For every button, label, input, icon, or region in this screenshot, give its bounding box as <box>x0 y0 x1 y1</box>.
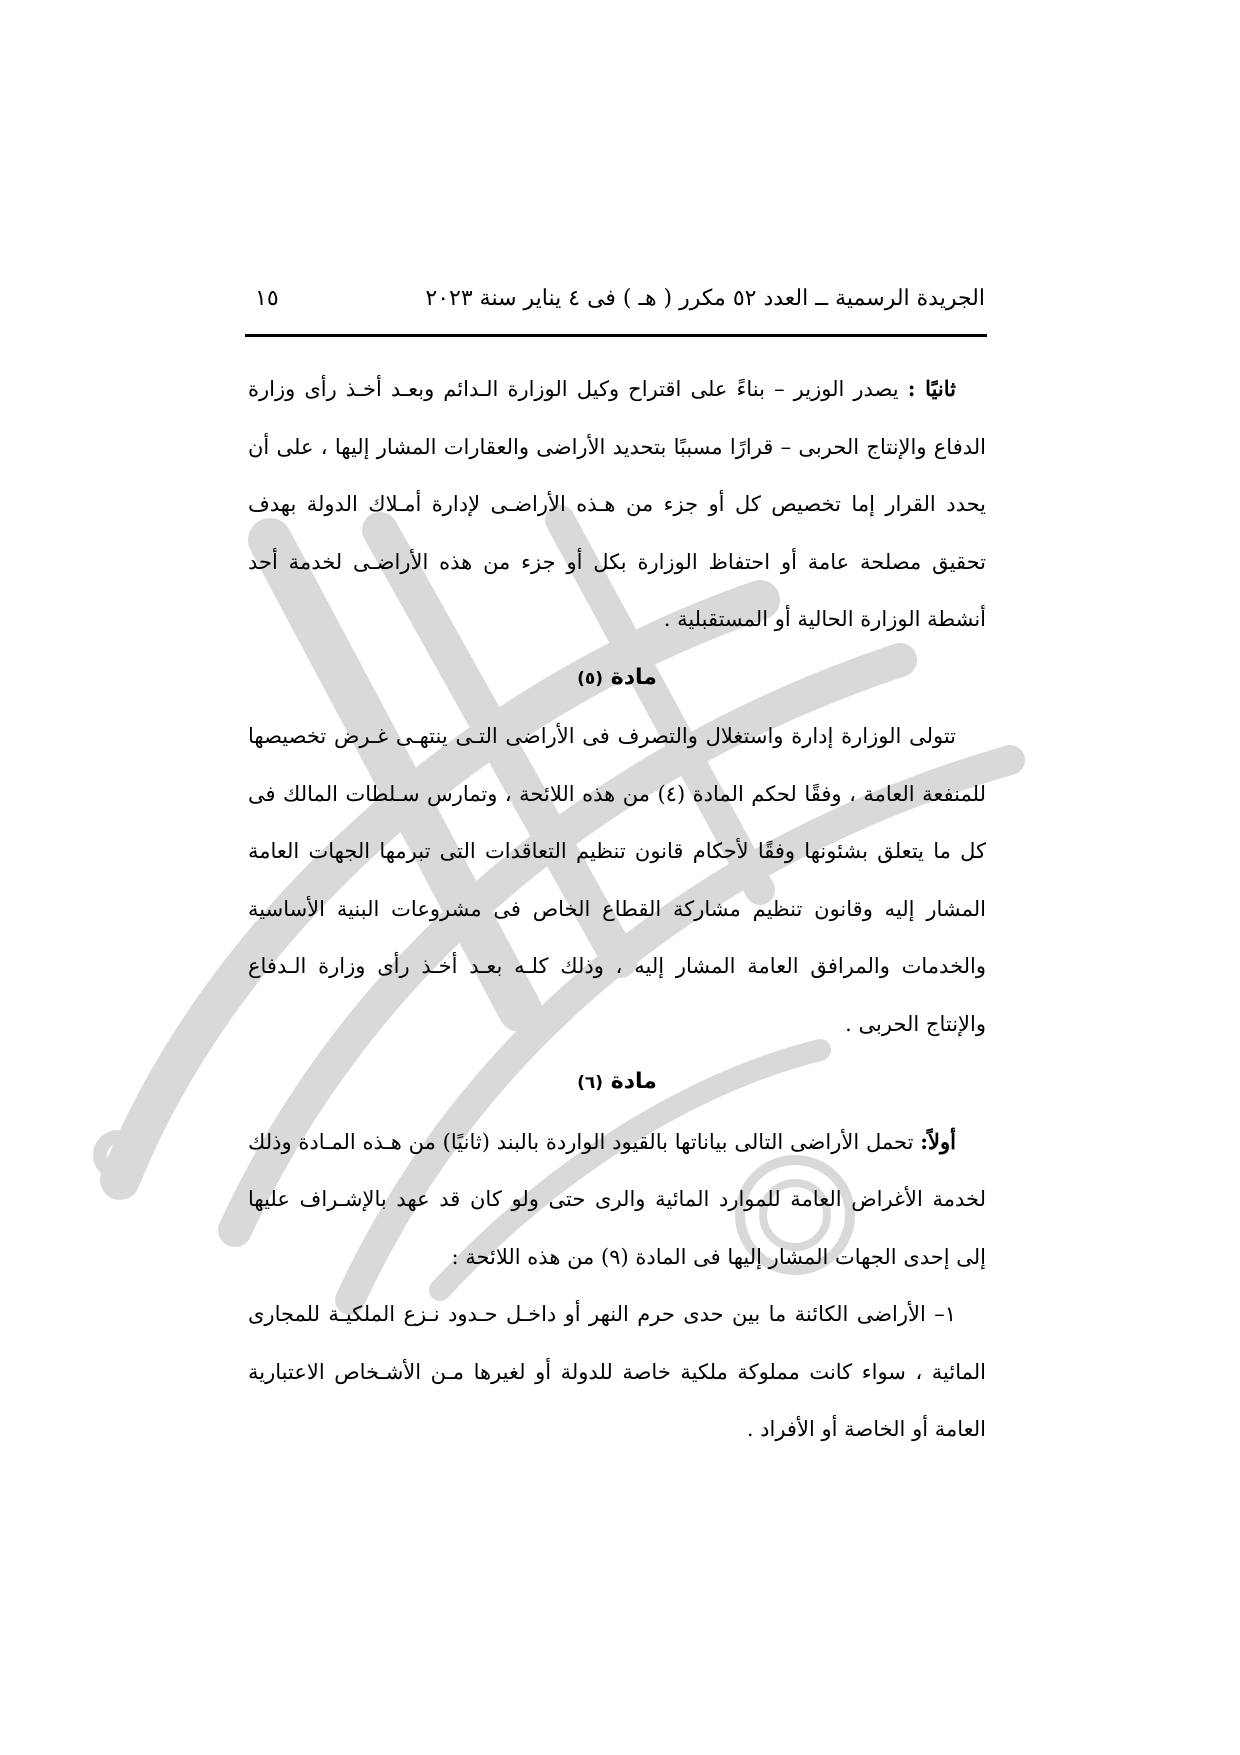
gazette-title: الجريدة الرسمية ــ العدد ٥٢ مكرر ( هـ ) فى ٤ يناير سنة ٢٠٢٣ <box>425 286 985 311</box>
paragraph-text: يصدر الوزير – بناءً على اقتراح وكيل الوزارة الـدائم وبعـد أخـذ رأى وزارة الدفاع والإنتاج الحربى – قرارًا مسببًا بتحديد الأراضى والعقارات المشار إليها ، على أن يحدد القرار إما تخصيص كل أو جزء من هـذه الأراضـى لإدارة أمـلاك الدولة بهدف تحقيق مصلحة عامة أو احتفاظ الوزارة بكل أو جزء من هذه الأراضـى لخدمة أحد أنشطة الوزارة الحالية أو المستقبلية . <box>248 377 986 631</box>
article-heading-5 <box>248 649 986 709</box>
article-number: (٦) <box>577 1073 604 1093</box>
paragraph-text: ١– الأراضى الكائنة ما بين حدى حرم النهر أو داخـل حـدود نـزع الملكيـة للمجارى المائية ، سواء كانت مملوكة ملكية خاصة للدولة أو لغيرها مـن الأشـخاص الاعتبارية العامة أو الخاصة أو الأفراد . <box>248 1302 986 1441</box>
paragraph-article-5 <box>248 708 986 1053</box>
paragraph-item-1 <box>248 1286 986 1459</box>
page-number: ١٥ <box>255 286 279 311</box>
paragraph-firstly <box>248 1113 986 1287</box>
paragraph-secondly <box>248 360 986 649</box>
article-heading-6 <box>248 1053 986 1113</box>
page-header <box>245 286 985 326</box>
article-word: مادة <box>610 1069 657 1094</box>
article-word: مادة <box>610 664 657 690</box>
article-number: (٥) <box>577 668 604 689</box>
paragraph-lead: أولاً: <box>920 1128 956 1154</box>
header-divider <box>245 334 987 337</box>
paragraph-text: تتولى الوزارة إدارة واستغلال والتصرف فى الأراضى التـى ينتهـى غـرض تخصيصها للمنفعة العامة ، وفقًا لحكم المادة (٤) من هذه اللائحة ، وتمارس سـلطات المالك فى كل ما يتعلق بشئونها وفقًا لأحكام قانون تنظيم التعاقدات التى تبرمها الجهات العامة المشار إليه وقانون تنظيم مشاركة القطاع الخاص فى مشروعات البنية الأساسية والخدمات والمرافق العامة المشار إليه ، وذلك كلـه بعـد أخـذ رأى وزارة الـدفاع والإنتاج الحربى . <box>248 724 986 1036</box>
document-body <box>248 360 986 1459</box>
paragraph-lead: ثانيًا : <box>907 376 956 401</box>
paragraph-text: تحمل الأراضى التالى بياناتها بالقيود الواردة بالبند (ثانيًا) من هـذه المـادة وذلك لخدمة الأغراض العامة للموارد المائية والرى حتى ولو كان قد عهد بالإشـراف عليها إلى إحدى الجهات المشار إليها فى المادة (٩) من هذه اللائحة : <box>248 1129 986 1269</box>
